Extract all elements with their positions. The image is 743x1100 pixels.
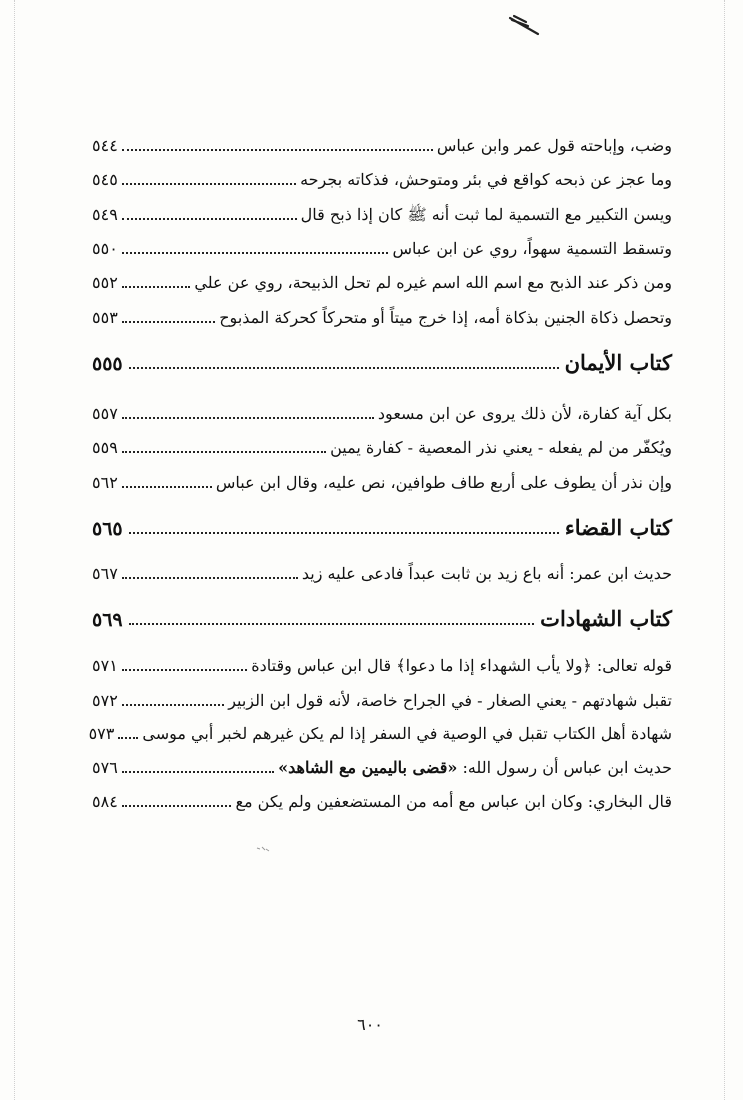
- section-title: كتاب الأيمان: [564, 350, 672, 375]
- toc-entry-page: ٥٧٢: [92, 691, 118, 710]
- toc-entry: [92, 396, 672, 424]
- scan-speck-icon: [256, 846, 270, 852]
- toc-leader-dots: [122, 183, 296, 185]
- section-title: كتاب الشهادات: [540, 606, 672, 631]
- toc-entry-page: ٥٧١: [92, 656, 118, 675]
- section-heading: [92, 598, 672, 632]
- toc-entry-page: ٥٥٧: [92, 404, 118, 423]
- toc-entry-text: [278, 758, 672, 778]
- toc-leader-dots: [122, 417, 374, 419]
- toc-entry-page: ٥٧٣: [88, 724, 115, 743]
- section-leader-dots: [129, 367, 559, 369]
- toc-entry-text: وتحصل ذكاة الجنين بذكاة أمه، إذا خرج ميتاً أو متحركاً كحركة المذبوح: [219, 308, 672, 327]
- toc-leader-dots: [122, 451, 326, 453]
- toc-entry-text-quote: «قضى باليمين مع الشاهد»: [278, 758, 458, 777]
- toc-leader-dots: [122, 218, 297, 220]
- toc-entry-text: ويسن التكبير مع التسمية لما ثبت أنه ﷺ كان إذا ذبح قال: [300, 205, 672, 224]
- toc-leader-dots: [122, 771, 274, 773]
- toc-leader-dots: [122, 486, 212, 488]
- toc-entry-text-prefix: حديث ابن عباس أن رسول الله:: [457, 758, 672, 777]
- toc-entry-text: قوله تعالى: ﴿ولا يأب الشهداء إذا ما دعوا﴾ قال ابن عباس وقتادة: [251, 656, 672, 675]
- toc-entry-text: تقبل شهادتهم - يعني الصغار - في الجراح خاصة، لأنه قول ابن الزبير: [228, 691, 672, 710]
- toc-entry: [92, 683, 672, 711]
- toc-entry: [88, 716, 672, 744]
- section-heading: [92, 342, 672, 376]
- toc-entry-text: وتسقط التسمية سهواً، روي عن ابن عباس: [392, 239, 672, 258]
- toc-entry-page: ٥٧٦: [92, 758, 118, 777]
- toc-leader-dots: [122, 577, 298, 579]
- toc-entry: [92, 750, 672, 778]
- toc-entry: [92, 162, 672, 190]
- toc-entry: [92, 265, 672, 293]
- toc-entry: [92, 648, 672, 676]
- toc-leader-dots: [122, 669, 247, 671]
- toc-leader-dots: [122, 286, 191, 288]
- toc-entry-page: ٥٥٩: [92, 438, 118, 457]
- section-leader-dots: [129, 532, 559, 534]
- toc-entry-page: ٥٦٢: [92, 473, 118, 492]
- scan-margin-line-right: [724, 0, 725, 1100]
- pen-mark-icon: [508, 12, 540, 36]
- toc-entry-text: حديث ابن عمر: أنه باع زيد بن ثابت عبداً فادعى عليه زيد: [301, 564, 672, 583]
- toc-entry-page: ٥٥٣: [92, 308, 118, 327]
- section-page: ٥٥٥: [92, 353, 123, 375]
- toc-leader-dots: [122, 252, 389, 254]
- toc-entry: [92, 556, 672, 584]
- toc-entry-page: ٥٦٧: [92, 564, 118, 583]
- toc-entry: [92, 465, 672, 493]
- scan-margin-line-left: [14, 0, 15, 1100]
- toc-leader-dots: [118, 737, 138, 739]
- toc-entry: [92, 430, 672, 458]
- section-page: ٥٦٥: [92, 518, 123, 540]
- toc-entry-text: وضب، وإباحته قول عمر وابن عباس: [436, 136, 672, 155]
- page-number: ٦٠٠: [357, 1015, 383, 1034]
- toc-entry-text: وما عجز عن ذبحه كواقع في بئر ومتوحش، فذكاته بجرحه: [300, 170, 672, 189]
- toc-entry-text: ومن ذكر عند الذبح مع اسم الله اسم غيره لم تحل الذبيحة، روي عن علي: [194, 273, 672, 292]
- toc-entry-page: ٥٥٢: [92, 273, 118, 292]
- toc-entry: [92, 128, 672, 156]
- toc-leader-dots: [122, 321, 215, 323]
- toc-entry-text: وإن نذر أن يطوف على أربع طاف طوافين، نص عليه، وقال ابن عباس: [215, 473, 672, 492]
- section-title: كتاب القضاء: [564, 515, 672, 540]
- toc-entry-page: ٥٨٤: [92, 792, 118, 811]
- toc-entry-page: ٥٤٤: [92, 136, 118, 155]
- toc-entry: [92, 784, 672, 812]
- toc-entry-text: ويُكفّر من لم يفعله - يعني نذر المعصية - كفارة يمين: [330, 438, 672, 457]
- toc-entry-page: ٥٤٩: [92, 205, 118, 224]
- toc-entry-page: ٥٥٠: [92, 239, 118, 258]
- toc-entry-page: ٥٤٥: [92, 170, 118, 189]
- toc-leader-dots: [122, 805, 232, 807]
- toc-entry: [92, 231, 672, 259]
- toc-leader-dots: [122, 149, 433, 151]
- toc-entry: [92, 300, 672, 328]
- toc-leader-dots: [122, 704, 224, 706]
- toc-entry: [92, 197, 672, 225]
- section-page: ٥٦٩: [92, 609, 123, 631]
- toc-entry-text: بكل آية كفارة، لأن ذلك يروى عن ابن مسعود: [377, 404, 672, 423]
- toc-entry-text: شهادة أهل الكتاب تقبل في الوصية في السفر إذا لم يكن غيرهم لخبر أبي موسى: [142, 724, 672, 743]
- toc-entry-text: قال البخاري: وكان ابن عباس مع أمه من المستضعفين ولم يكن مع: [235, 792, 672, 811]
- section-leader-dots: [129, 623, 535, 625]
- section-heading: [92, 507, 672, 541]
